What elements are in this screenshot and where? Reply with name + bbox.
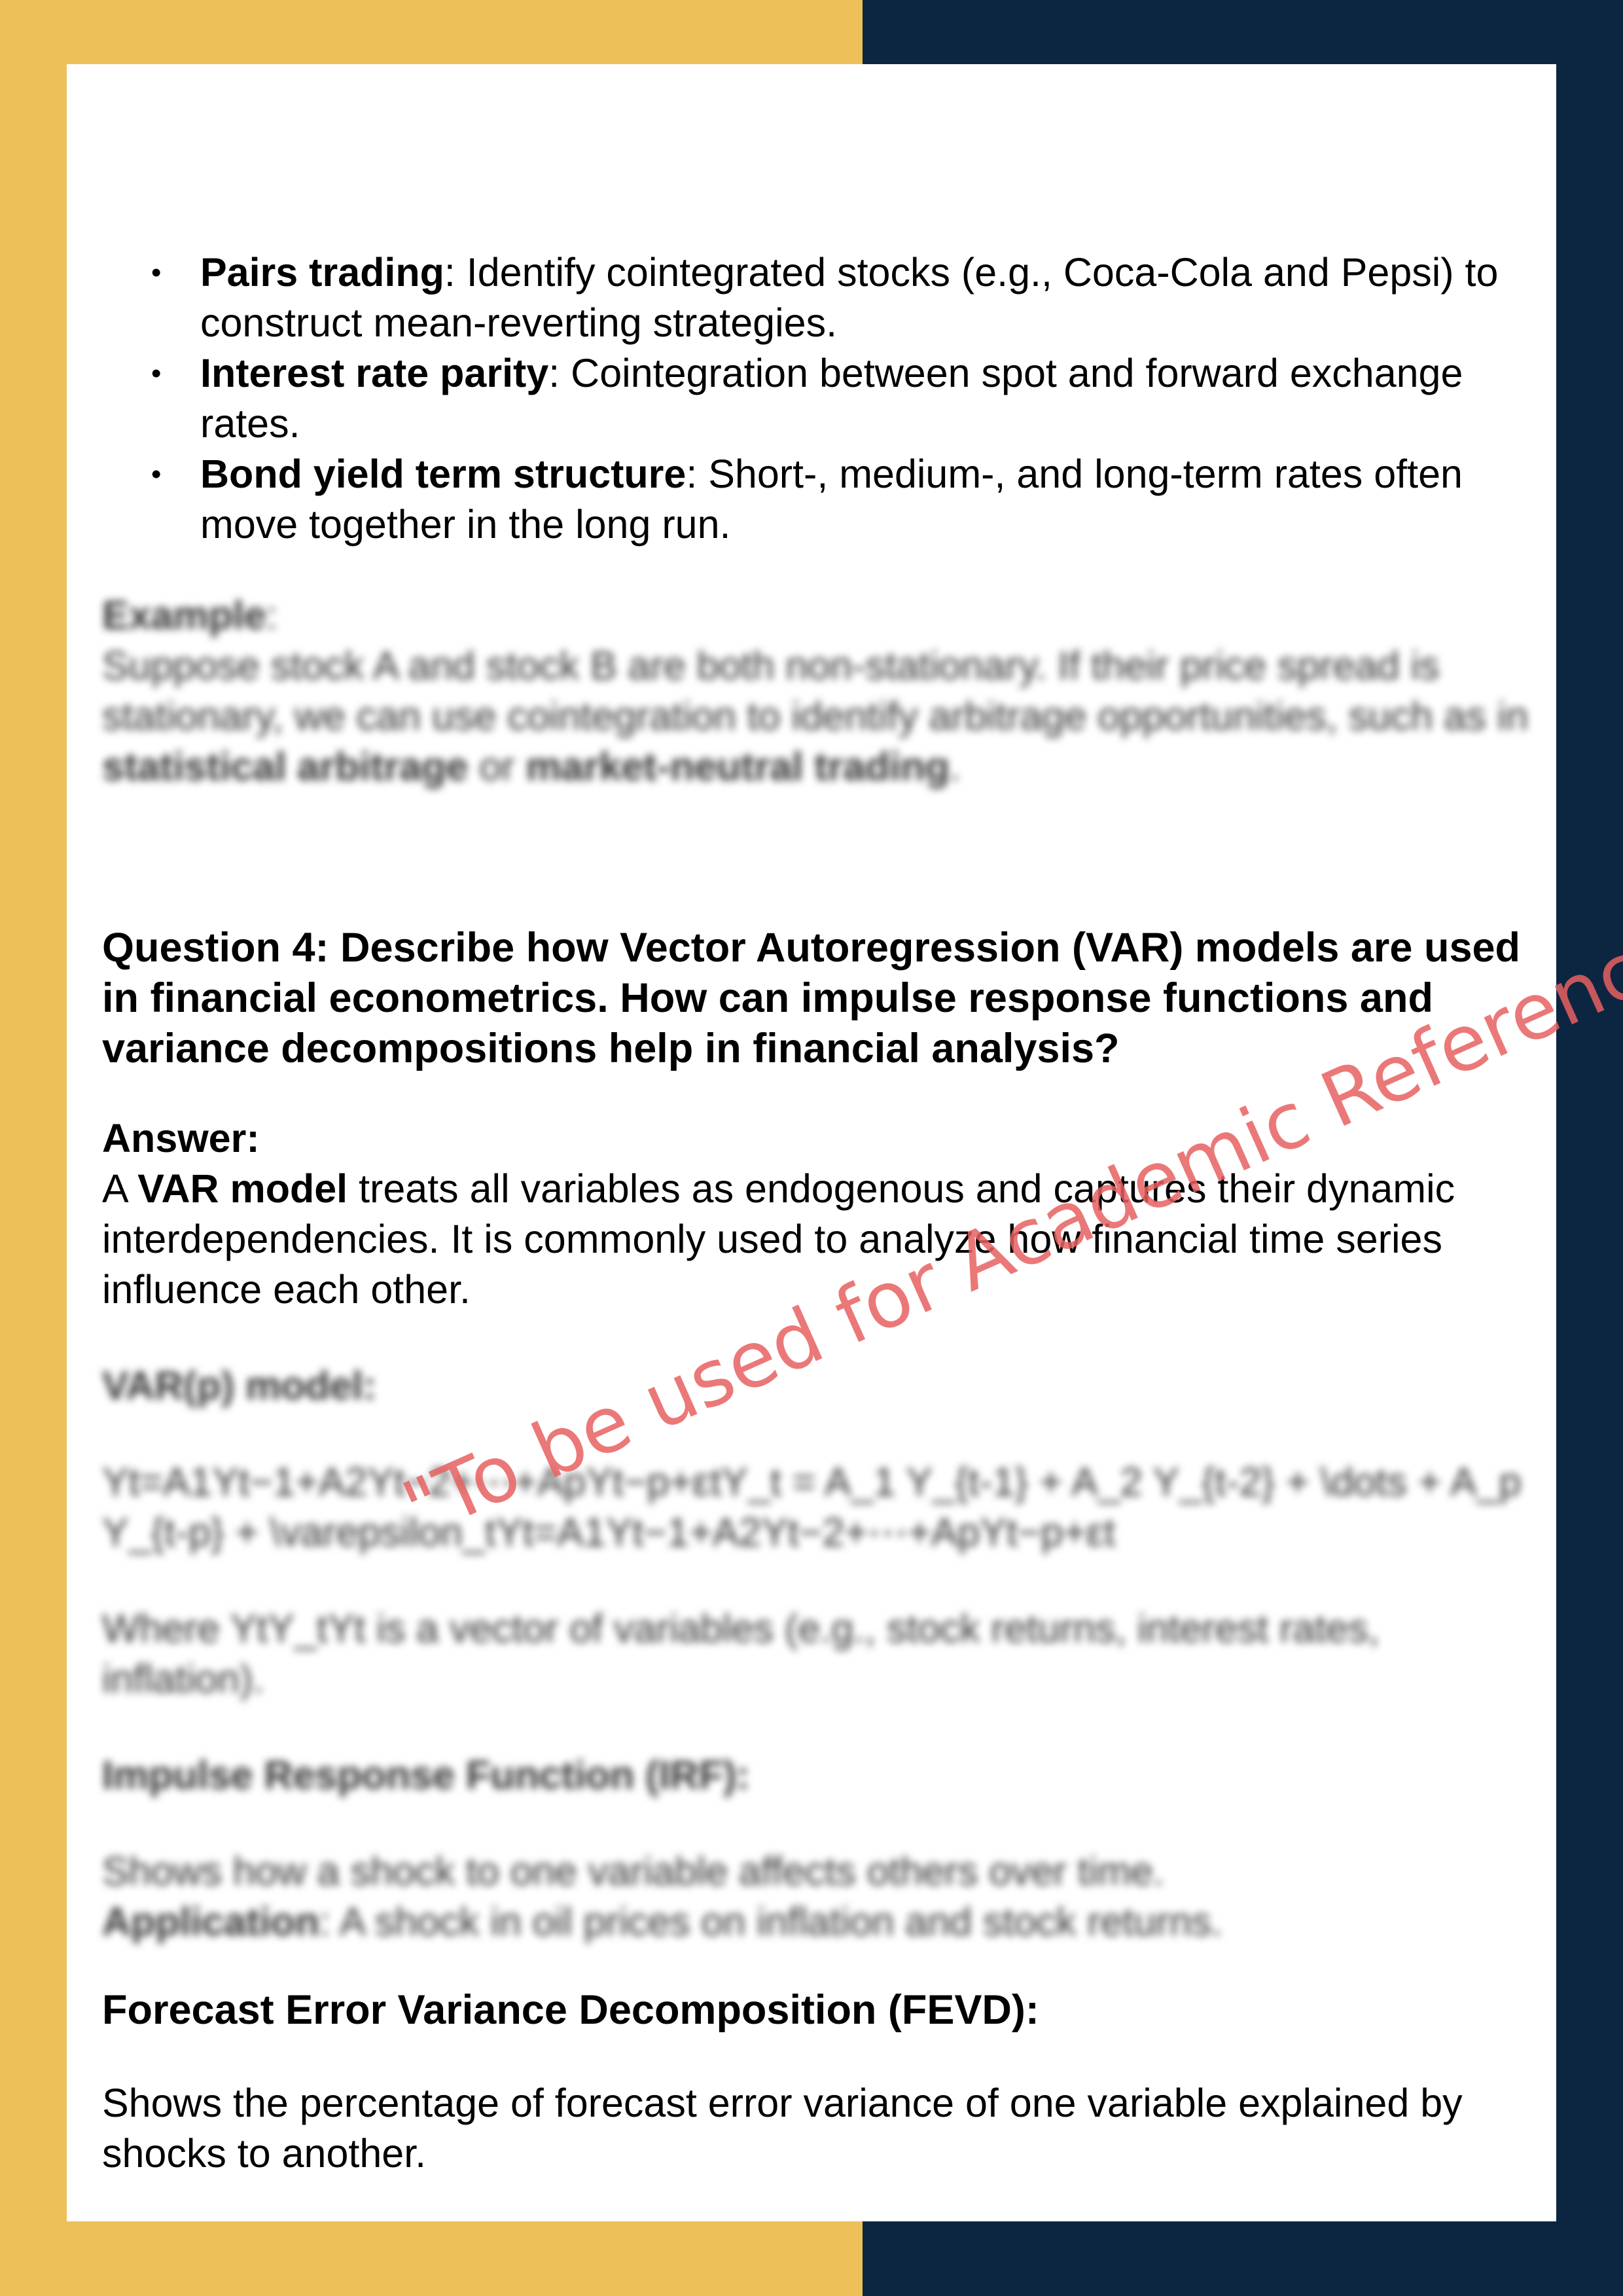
irf-heading: Impulse Response Function (IRF): — [102, 1753, 750, 1797]
bullet-term: Interest rate parity — [200, 351, 549, 395]
example-text: Suppose stock A and stock B are both non-stationary. If their price spread is stationary, we can use cointegration to identify arbitrage opportunities, such as in statistical arbitrage or market-neutral trading. — [102, 643, 1529, 789]
question-heading: Question 4: Describe how Vector Autoregression (VAR) models are used in financial econometrics. How can impulse response functions and variance decompositions help in financial analysis? — [102, 925, 1521, 1071]
bullet-term: Bond yield term structure — [200, 452, 687, 496]
example-label: Example — [102, 593, 266, 637]
example-block: Example: Suppose stock A and stock B are both non-stationary. If their price spread is stationary, we can use cointegration to identify arbitrage opportunities, such as in statistical arbitrage or market-neutral trading. — [102, 590, 1542, 792]
irf-application: Application: A shock in oil prices on inflation and stock returns. — [102, 1899, 1223, 1944]
bullet-text: : Identify cointegrated stocks (e.g., Coca-Cola and Pepsi) to construct mean-reverting strategies. — [200, 250, 1499, 345]
answer-label: Answer: — [102, 1116, 260, 1160]
fevd-text: Shows the percentage of forecast error variance of one variable explained by shocks to another. — [102, 2081, 1463, 2176]
bullet-text: : Short-, medium-, and long-term rates often move together in the long run. — [200, 452, 1463, 547]
document-page — [67, 64, 1556, 2221]
var-block — [102, 1361, 1542, 1947]
watermark: "To be used for Academic Reference — [389, 905, 1623, 1554]
varp-formula: Yt=A1Yt−1+A2Yt−2+⋯+ApYt−p+εtY_t = A_1 Y_{t-1} + A_2 Y_{t-2} + \dots + A_p Y_{t-p} + \varepsilon_tYt=A1Yt−1+A2Yt−2+⋯+ApYt−p+εt — [102, 1460, 1522, 1554]
bullet-text: : Cointegration between spot and forward exchange rates. — [200, 351, 1463, 446]
varp-label: VAR(p) model: — [102, 1363, 377, 1408]
page-content — [102, 247, 1542, 2179]
bullet-term: Pairs trading — [200, 250, 444, 295]
list-item — [200, 449, 1542, 550]
list-item — [200, 247, 1542, 348]
fevd-heading: Forecast Error Variance Decomposition (FEVD): — [102, 1987, 1039, 2033]
varp-where: Where YtY_tYt is a vector of variables (e.g., stock returns, interest rates, inflation). — [102, 1606, 1380, 1701]
bullet-list — [102, 247, 1542, 550]
irf-text: Shows how a shock to one variable affects others over time. — [102, 1849, 1164, 1893]
answer-text: A VAR model treats all variables as endogenous and captures their dynamic interdependencies. It is commonly used to analyze how financial time series influence each other. — [102, 1166, 1455, 1312]
list-item — [200, 348, 1542, 449]
